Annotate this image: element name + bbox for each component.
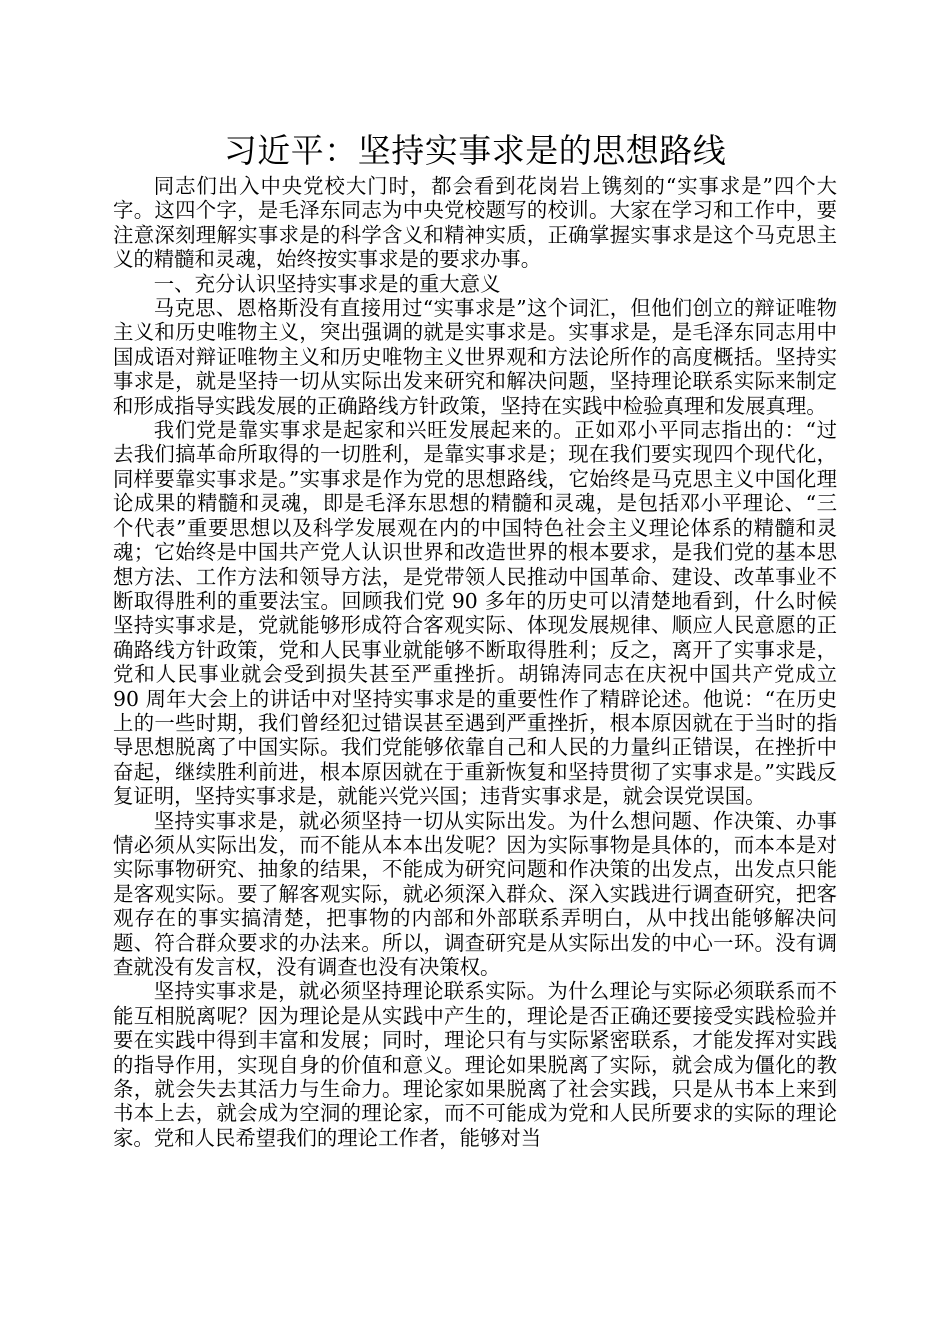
paragraph-theory-practice: 坚持实事求是，就必须坚持理论联系实际。为什么理论与实际必须联系而不能互相脱离呢？因为理论是从实践中产生的，理论是否正确还要接受实践检验并要在实践中得到丰富和发展；同时，理论只有与实际紧密联系，才能发挥对实践的指导作用，实现自身的价值和意义。理论如果脱离了实际，就会成为僵化的教条，就会失去其活力与生命力。理论家如果脱离了社会实践，只是从书本上来到书本上去，就会成为空洞的理论家，而不可能成为党和人民所要求的实际的理论家。党和人民希望我们的理论工作者，能够对当 <box>113 979 837 1150</box>
section-heading-1: 一、充分认识坚持实事求是的重大意义 <box>153 271 501 296</box>
document-page <box>113 128 837 1150</box>
paragraph-history: 我们党是靠实事求是起家和兴旺发展起来的。正如邓小平同志指出的：“过去我们搞革命所取得的一切胜利，是靠实事求是；现在我们要实现四个现代化，同样要靠实事求是。”实事求是作为党的思想路线，它始终是马克思主义中国化理论成果的精髓和灵魂，即是毛泽东思想的精髓和灵魂，是包括邓小平理论、“三个代表”重要思想以及科学发展观在内的中国特色社会主义理论体系的精髓和灵魂；它始终是中国共产党人认识世界和改造世界的根本要求，是我们党的基本思想方法、工作方法和领导方法，是党带领人民推动中国革命、建设、改革事业不断取得胜利的重要法宝。回顾我们党 90 多年的历史可以清楚地看到，什么时候坚持实事求是，党就能够形成符合客观实际、体现发展规律、顺应人民意愿的正确路线方针政策，党和人民事业就能够不断取得胜利；反之，离开了实事求是，党和人民事业就会受到损失甚至严重挫折。胡锦涛同志在庆祝中国共产党成立 90 周年大会上的讲话中对坚持实事求是的重要性作了精辟论述。他说：“在历史上的一些时期，我们曾经犯过错误甚至遇到严重挫折，根本原因就在于当时的指导思想脱离了中国实际。我们党能够依靠自己和人民的力量纠正错误，在挫折中奋起，继续胜利前进，根本原因就在于重新恢复和坚持贯彻了实事求是。”实践反复证明，坚持实事求是，就能兴党兴国；违背实事求是，就会误党误国。 <box>113 418 837 809</box>
paragraph-from-reality: 坚持实事求是，就必须坚持一切从实际出发。为什么想问题、作决策、办事情必须从实际出发，而不能从本本出发呢？因为实际事物是具体的，而本本是对实际事物研究、抽象的结果，不能成为研究问题和作决策的出发点，出发点只能是客观实际。要了解客观实际，就必须深入群众、深入实践进行调查研究，把客观存在的事实搞清楚，把事物的内部和外部联系弄明白，从中找出能够解决问题、符合群众要求的办法来。所以，调查研究是从实际出发的中心一环。没有调查就没有发言权，没有调查也没有决策权。 <box>113 808 837 979</box>
paragraph-definition: 马克思、恩格斯没有直接用过“实事求是”这个词汇，但他们创立的辩证唯物主义和历史唯物主义，突出强调的就是实事求是。实事求是，是毛泽东同志用中国成语对辩证唯物主义和历史唯物主义世界观和方法论所作的高度概括。坚持实事求是，就是坚持一切从实际出发来研究和解决问题，坚持理论联系实际来制定和形成指导实践发展的正确路线方针政策，坚持在实践中检验真理和发展真理。 <box>113 296 837 418</box>
paragraph-intro: 同志们出入中央党校大门时，都会看到花岗岩上镌刻的“实事求是”四个大字。这四个字，是毛泽东同志为中央党校题写的校训。大家在学习和工作中，要注意深刻理解实事求是的科学含义和精神实质，正确掌握实事求是这个马克思主义的精髓和灵魂，始终按实事求是的要求办事。 <box>113 174 837 272</box>
document-title: 习近平：坚持实事求是的思想路线 <box>223 131 727 170</box>
